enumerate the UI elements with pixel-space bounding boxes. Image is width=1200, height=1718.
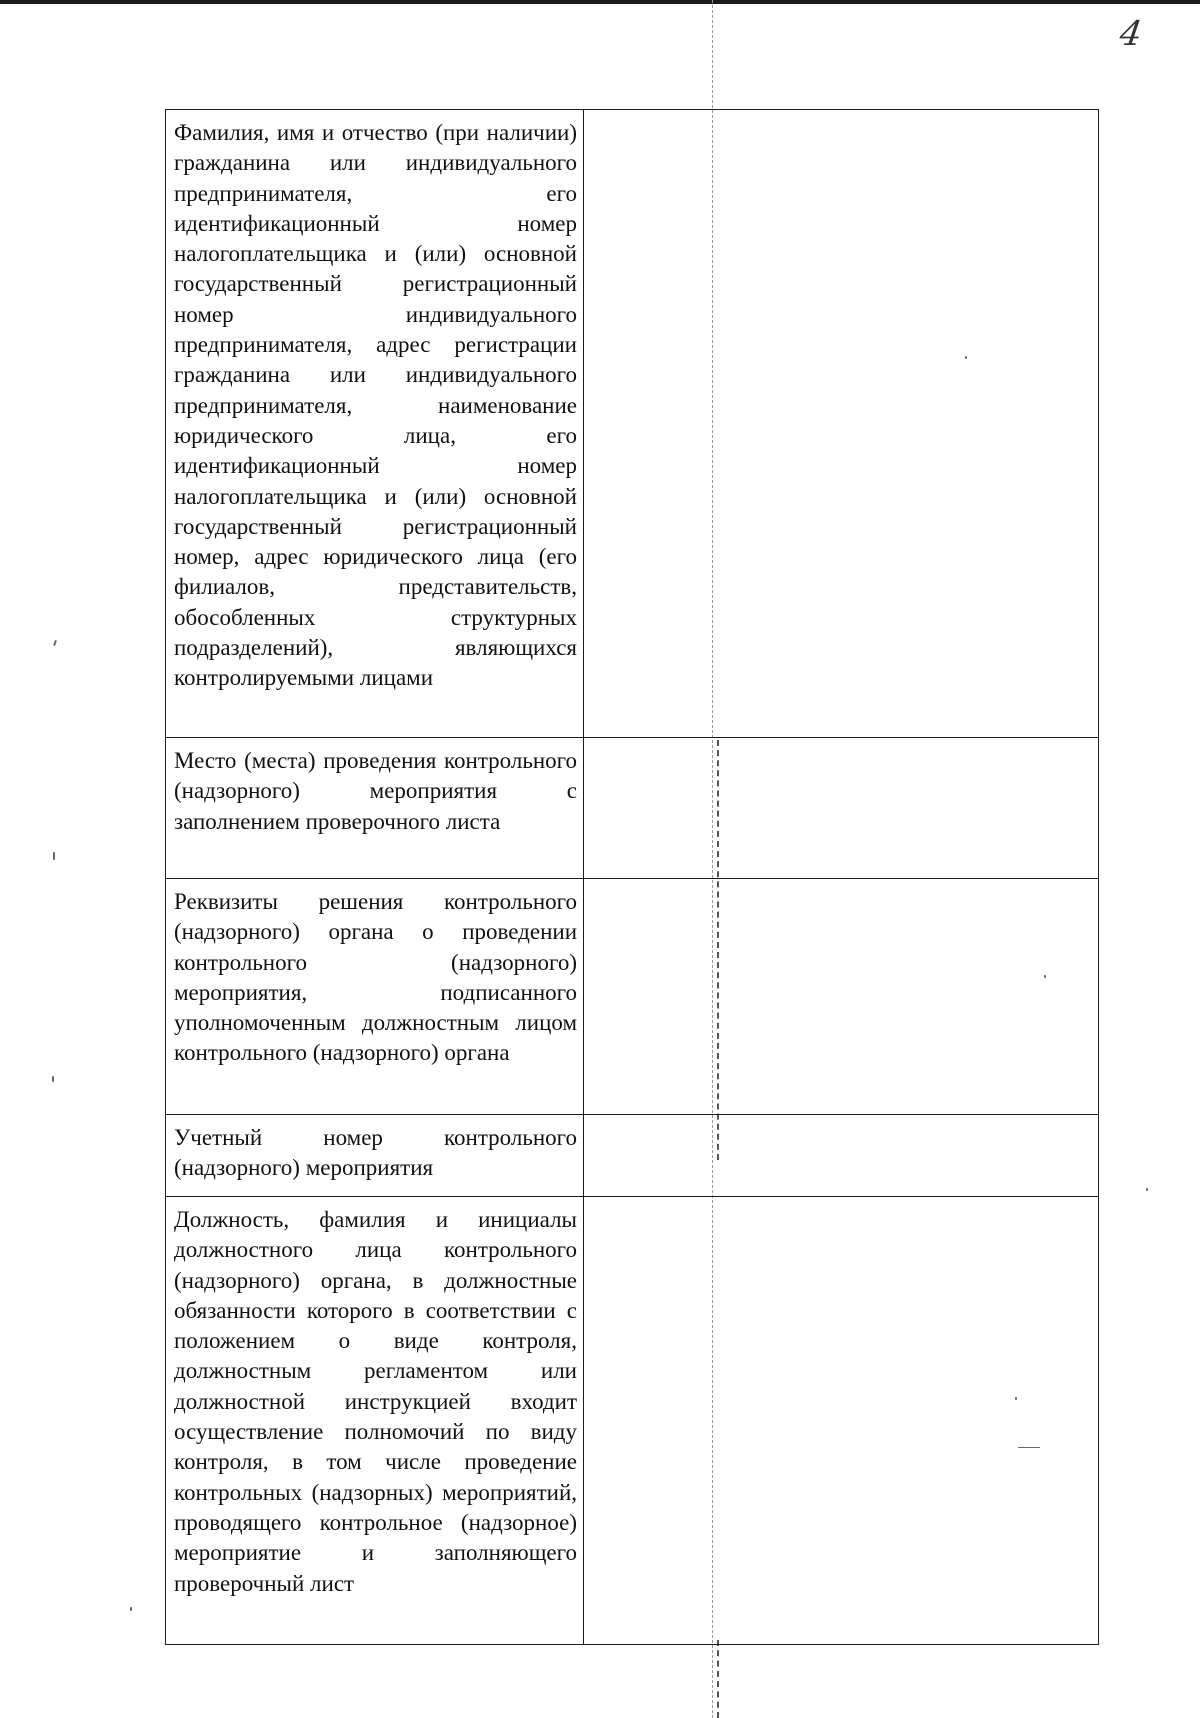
checklist-header-table xyxy=(165,109,1099,1645)
field-label-inspection-place: Место (места) проведения контрольного (надзорного) мероприятия с заполнением проверочного листа xyxy=(174,748,577,834)
field-label-cell xyxy=(166,738,584,879)
scan-fold-line-segment xyxy=(717,1640,719,1718)
table-row xyxy=(166,110,1099,738)
field-value-registration-number[interactable] xyxy=(584,1115,1099,1197)
field-label-cell xyxy=(166,1197,584,1645)
table-row xyxy=(166,1115,1099,1197)
page-number: 4 xyxy=(1117,14,1145,54)
field-label-controlled-persons: Фамилия, имя и отчество (при наличии) гражданина или индивидуального предпринимателя, его идентификационный номер налогоплательщика и (или) основной государственный регистрационный номер индивидуального предпринимателя, адрес регистрации гражданина или индивидуального предпринимателя, наименование юридического лица, его идентификационный номер налогоплательщика и (или) основной государственный регистрационный номер, адрес юридического лица (его филиалов, представительств, обособленных структурных подразделений), являющихся контролируемыми лицами xyxy=(174,120,577,691)
scan-speck xyxy=(53,852,55,860)
scan-speck xyxy=(1146,1188,1148,1191)
field-label-cell xyxy=(166,1115,584,1197)
field-value-inspection-place[interactable] xyxy=(584,738,1099,879)
table-row xyxy=(166,879,1099,1115)
field-label-inspector: Должность, фамилия и инициалы должностного лица контрольного (надзорного) органа, в должностные обязанности которого в соответствии с положением о виде контроля, должностным регламентом или должностной инструкцией входит осуществление полномочий по виду контроля, в том числе проведение контрольных (надзорных) мероприятий, проводящего контрольное (надзорное) мероприятие и заполняющего проверочный лист xyxy=(174,1207,577,1596)
field-value-decision-details[interactable] xyxy=(584,879,1099,1115)
field-value-inspector[interactable] xyxy=(584,1197,1099,1645)
table-row xyxy=(166,1197,1099,1645)
scan-top-edge xyxy=(0,0,1200,4)
field-label-cell xyxy=(166,110,584,738)
field-label-decision-details: Реквизиты решения контрольного (надзорного) органа о проведении контрольного (надзорного) мероприятия, подписанного уполномоченным должностным лицом контрольного (надзорного) органа xyxy=(174,889,577,1066)
field-label-cell xyxy=(166,879,584,1115)
table-row xyxy=(166,738,1099,879)
scan-speck xyxy=(52,1076,54,1082)
scan-speck xyxy=(130,1607,132,1611)
field-label-registration-number: Учетный номер контрольного (надзорного) мероприятия xyxy=(174,1125,577,1181)
scan-speck xyxy=(53,640,57,646)
field-value-controlled-persons[interactable] xyxy=(584,110,1099,738)
